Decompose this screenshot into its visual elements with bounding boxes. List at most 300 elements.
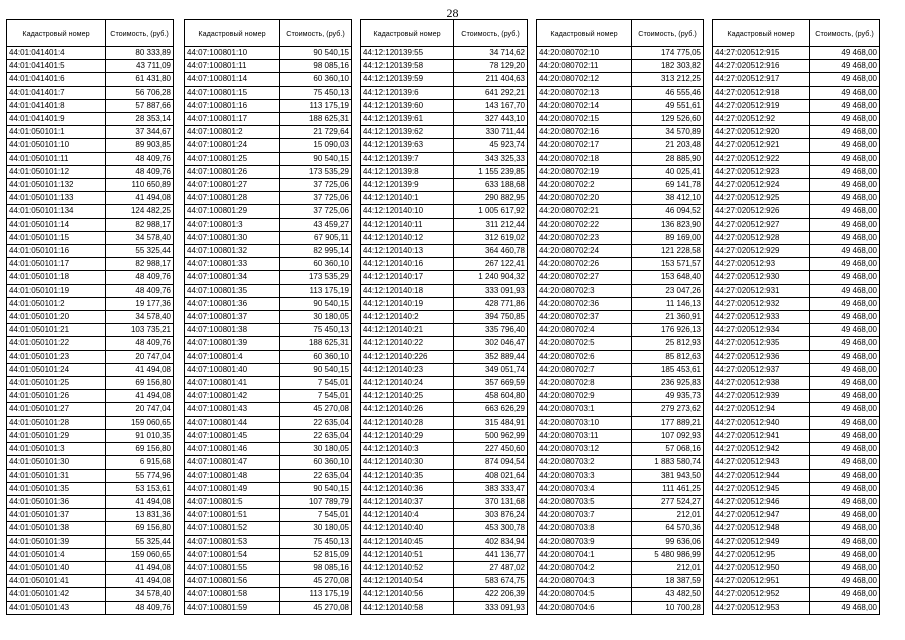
cadastral-number-cell: 44:27:020512:935 — [713, 337, 810, 350]
table-row — [361, 403, 528, 416]
cadastral-number-cell: 44:07:100801:30 — [185, 231, 280, 244]
table-row — [185, 218, 352, 231]
cadastral-number-cell: 44:07:100801:40 — [185, 363, 280, 376]
cost-cell: 41 494,08 — [106, 390, 174, 403]
cadastral-number-cell: 44:01:050101:31 — [7, 469, 106, 482]
cadastral-number-cell: 44:12:120139:58 — [361, 60, 454, 73]
table-row — [537, 324, 704, 337]
table-row — [713, 60, 880, 73]
cadastral-number-cell: 44:07:100801:49 — [185, 482, 280, 495]
cadastral-number-cell: 44:01:050101:36 — [7, 495, 106, 508]
cost-cell: 1 155 239,85 — [454, 165, 528, 178]
table-row — [185, 363, 352, 376]
cost-cell: 60 360,10 — [280, 350, 352, 363]
table-row — [713, 311, 880, 324]
cost-cell: 458 604,80 — [454, 390, 528, 403]
cost-cell: 113 175,19 — [280, 99, 352, 112]
table-row — [7, 509, 174, 522]
cost-cell: 49 468,00 — [810, 482, 880, 495]
cadastral-number-cell: 44:12:120140:10 — [361, 205, 454, 218]
cost-cell: 303 876,24 — [454, 509, 528, 522]
cadastral-number-cell: 44:20:080703:8 — [537, 522, 632, 535]
cost-cell: 90 540,15 — [280, 363, 352, 376]
table-row — [537, 139, 704, 152]
cost-cell: 176 926,13 — [632, 324, 704, 337]
cost-cell: 69 156,80 — [106, 377, 174, 390]
cadastral-number-cell: 44:12:120140:40 — [361, 522, 454, 535]
table-row — [537, 284, 704, 297]
table-row — [7, 429, 174, 442]
cadastral-number-cell: 44:27:020512:949 — [713, 535, 810, 548]
cadastral-number-cell: 44:20:080703:12 — [537, 443, 632, 456]
cost-cell: 633 188,68 — [454, 179, 528, 192]
table-row — [7, 73, 174, 86]
cost-cell: 40 025,41 — [632, 165, 704, 178]
table-row — [361, 390, 528, 403]
cadastral-number-cell: 44:01:050101:26 — [7, 390, 106, 403]
table-row — [185, 548, 352, 561]
table-row — [185, 284, 352, 297]
table-row — [713, 495, 880, 508]
table-row — [537, 469, 704, 482]
cost-cell: 85 812,63 — [632, 350, 704, 363]
table-row — [537, 337, 704, 350]
table-row — [361, 548, 528, 561]
cadastral-number-cell: 44:27:020512:921 — [713, 139, 810, 152]
cadastral-number-cell: 44:20:080702:20 — [537, 192, 632, 205]
cadastral-number-cell: 44:27:020512:929 — [713, 245, 810, 258]
table-row — [713, 86, 880, 99]
table-row — [185, 47, 352, 60]
table-row — [361, 482, 528, 495]
table-row — [7, 456, 174, 469]
cadastral-number-cell: 44:01:050101:29 — [7, 429, 106, 442]
cost-cell: 129 526,60 — [632, 113, 704, 126]
cost-cell: 10 700,28 — [632, 601, 704, 614]
cost-cell: 98 085,16 — [280, 60, 352, 73]
cadastral-number-cell: 44:07:100801:24 — [185, 139, 280, 152]
cadastral-number-cell: 44:20:080702:4 — [537, 324, 632, 337]
cadastral-number-cell: 44:27:020512:936 — [713, 350, 810, 363]
cost-cell: 46 094,52 — [632, 205, 704, 218]
cadastral-number-cell: 44:27:020512:943 — [713, 456, 810, 469]
cadastral-number-cell: 44:01:050101:39 — [7, 535, 106, 548]
cadastral-number-cell: 44:07:100801:41 — [185, 377, 280, 390]
cadastral-number-cell: 44:07:100801:47 — [185, 456, 280, 469]
cadastral-number-cell: 44:12:120140:4 — [361, 509, 454, 522]
cost-cell: 124 482,25 — [106, 205, 174, 218]
table-row — [713, 297, 880, 310]
cadastral-number-cell: 44:01:050101:25 — [7, 377, 106, 390]
header-cost: Стоимость, (руб.) — [810, 20, 880, 47]
table-row — [713, 456, 880, 469]
cost-cell: 153 571,57 — [632, 258, 704, 271]
cost-cell: 28 885,90 — [632, 152, 704, 165]
cost-cell: 383 333,47 — [454, 482, 528, 495]
cadastral-number-cell: 44:27:020512:930 — [713, 271, 810, 284]
cost-cell: 21 203,48 — [632, 139, 704, 152]
table-row — [537, 403, 704, 416]
cost-cell: 874 094,54 — [454, 456, 528, 469]
cadastral-number-cell: 44:01:050101:22 — [7, 337, 106, 350]
cadastral-number-cell: 44:12:120140:45 — [361, 535, 454, 548]
cost-cell: 43 711,09 — [106, 60, 174, 73]
table-row — [185, 324, 352, 337]
cadastral-number-cell: 44:07:100801:32 — [185, 245, 280, 258]
cost-cell: 67 905,11 — [280, 231, 352, 244]
table-row — [361, 561, 528, 574]
cadastral-number-cell: 44:01:050101:27 — [7, 403, 106, 416]
cadastral-number-cell: 44:01:050101:1 — [7, 126, 106, 139]
cost-cell: 23 047,26 — [632, 284, 704, 297]
cost-cell: 49 468,00 — [810, 390, 880, 403]
cost-cell: 30 180,05 — [280, 443, 352, 456]
cadastral-number-cell: 44:12:120140:22 — [361, 337, 454, 350]
cost-cell: 45 923,74 — [454, 139, 528, 152]
table-row — [7, 284, 174, 297]
cost-cell: 441 136,77 — [454, 548, 528, 561]
cost-cell: 500 962,99 — [454, 429, 528, 442]
cadastral-number-cell: 44:01:050101:30 — [7, 456, 106, 469]
cost-cell: 34 570,89 — [632, 126, 704, 139]
cost-cell: 343 325,33 — [454, 152, 528, 165]
cost-cell: 45 270,08 — [280, 601, 352, 614]
cadastral-number-cell: 44:01:050101:43 — [7, 601, 106, 614]
table-row — [185, 495, 352, 508]
cadastral-number-cell: 44:27:020512:950 — [713, 561, 810, 574]
cadastral-number-cell: 44:27:020512:926 — [713, 205, 810, 218]
table-row — [185, 86, 352, 99]
cost-cell: 394 750,85 — [454, 311, 528, 324]
cost-cell: 57 068,16 — [632, 443, 704, 456]
cadastral-number-cell: 44:27:020512:951 — [713, 575, 810, 588]
cadastral-number-cell: 44:27:020512:916 — [713, 60, 810, 73]
cadastral-number-cell: 44:12:120140:28 — [361, 416, 454, 429]
cadastral-number-cell: 44:07:100801:54 — [185, 548, 280, 561]
table-row — [537, 205, 704, 218]
table-row — [361, 47, 528, 60]
table-row — [185, 469, 352, 482]
cadastral-number-cell: 44:20:080702:16 — [537, 126, 632, 139]
cost-cell: 41 494,08 — [106, 575, 174, 588]
table-row — [537, 311, 704, 324]
table-row — [361, 152, 528, 165]
cadastral-number-cell: 44:20:080703:3 — [537, 469, 632, 482]
cadastral-number-cell: 44:27:020512:940 — [713, 416, 810, 429]
table-row — [713, 231, 880, 244]
cadastral-number-cell: 44:20:080702:5 — [537, 337, 632, 350]
table-row — [185, 482, 352, 495]
cost-cell: 49 468,00 — [810, 350, 880, 363]
cost-cell: 99 636,06 — [632, 535, 704, 548]
cost-cell: 641 292,21 — [454, 86, 528, 99]
cadastral-number-cell: 44:20:080703:11 — [537, 429, 632, 442]
cadastral-number-cell: 44:12:120140:24 — [361, 377, 454, 390]
table-row — [7, 363, 174, 376]
cadastral-number-cell: 44:01:050101:3 — [7, 443, 106, 456]
cost-cell: 80 333,89 — [106, 47, 174, 60]
cost-cell: 60 360,10 — [280, 73, 352, 86]
table-row — [713, 429, 880, 442]
cadastral-number-cell: 44:27:020512:945 — [713, 482, 810, 495]
table-row — [7, 258, 174, 271]
cadastral-number-cell: 44:07:100801:53 — [185, 535, 280, 548]
table-row — [713, 73, 880, 86]
table-row — [537, 548, 704, 561]
cadastral-number-cell: 44:20:080702:11 — [537, 60, 632, 73]
cadastral-number-cell: 44:20:080702:17 — [537, 139, 632, 152]
cost-cell: 327 443,10 — [454, 113, 528, 126]
cost-cell: 103 735,21 — [106, 324, 174, 337]
table-row — [537, 297, 704, 310]
cadastral-number-cell: 44:01:041401:6 — [7, 73, 106, 86]
cost-cell: 90 540,15 — [280, 482, 352, 495]
cadastral-number-cell: 44:20:080702:24 — [537, 245, 632, 258]
table-row — [713, 165, 880, 178]
cadastral-number-cell: 44:12:120140:17 — [361, 271, 454, 284]
table-row — [537, 561, 704, 574]
table-row — [7, 535, 174, 548]
table-row — [713, 205, 880, 218]
cost-cell: 45 270,08 — [280, 403, 352, 416]
table-row — [7, 403, 174, 416]
table-row — [361, 588, 528, 601]
table-row — [713, 548, 880, 561]
header-cost: Стоимость, (руб.) — [106, 20, 174, 47]
cost-cell: 7 545,01 — [280, 509, 352, 522]
cadastral-number-cell: 44:20:080702:18 — [537, 152, 632, 165]
table-row — [537, 495, 704, 508]
cadastral-number-cell: 44:07:100801:2 — [185, 126, 280, 139]
cost-cell: 352 889,44 — [454, 350, 528, 363]
cadastral-number-cell: 44:27:020512:953 — [713, 601, 810, 614]
cost-cell: 20 747,04 — [106, 403, 174, 416]
table-row — [185, 165, 352, 178]
cost-cell: 49 468,00 — [810, 113, 880, 126]
header-cadastral: Кадастровый номер — [7, 20, 106, 47]
cost-cell: 91 010,35 — [106, 429, 174, 442]
table-row — [361, 429, 528, 442]
table-row — [713, 601, 880, 614]
table-row — [361, 271, 528, 284]
cost-cell: 49 468,00 — [810, 192, 880, 205]
cost-cell: 5 480 986,99 — [632, 548, 704, 561]
cadastral-number-cell: 44:01:050101:37 — [7, 509, 106, 522]
table-row — [361, 139, 528, 152]
cadastral-number-cell: 44:07:100801:43 — [185, 403, 280, 416]
cost-cell: 82 988,17 — [106, 258, 174, 271]
table-row — [713, 509, 880, 522]
table-row — [361, 443, 528, 456]
cadastral-number-cell: 44:01:041401:4 — [7, 47, 106, 60]
table-row — [185, 535, 352, 548]
cost-cell: 49 468,00 — [810, 245, 880, 258]
header-cost: Стоимость, (руб.) — [632, 20, 704, 47]
table-row — [713, 324, 880, 337]
table-row — [537, 377, 704, 390]
table-row — [361, 284, 528, 297]
cost-cell: 236 925,83 — [632, 377, 704, 390]
table-row — [361, 73, 528, 86]
cadastral-number-cell: 44:07:100801:48 — [185, 469, 280, 482]
cadastral-number-cell: 44:12:120140:16 — [361, 258, 454, 271]
table-row — [7, 337, 174, 350]
table-row — [7, 271, 174, 284]
header-cadastral: Кадастровый номер — [537, 20, 632, 47]
cadastral-number-cell: 44:01:050101:10 — [7, 139, 106, 152]
cost-cell: 173 535,29 — [280, 271, 352, 284]
table-row — [713, 350, 880, 363]
table-row — [713, 561, 880, 574]
table-row — [361, 297, 528, 310]
table-row — [185, 113, 352, 126]
cost-cell: 49 468,00 — [810, 139, 880, 152]
table-row — [537, 113, 704, 126]
cost-cell: 49 935,73 — [632, 390, 704, 403]
table-row — [361, 231, 528, 244]
table-row — [185, 522, 352, 535]
table-row — [185, 337, 352, 350]
cadastral-number-cell: 44:12:120139:6 — [361, 86, 454, 99]
cadastral-number-cell: 44:01:050101:134 — [7, 205, 106, 218]
cost-cell: 212,01 — [632, 509, 704, 522]
cadastral-number-cell: 44:12:120140:54 — [361, 575, 454, 588]
cost-cell: 111 461,25 — [632, 482, 704, 495]
table-row — [361, 205, 528, 218]
cost-cell: 330 711,44 — [454, 126, 528, 139]
cadastral-number-cell: 44:27:020512:918 — [713, 86, 810, 99]
cadastral-number-cell: 44:12:120139:62 — [361, 126, 454, 139]
cadastral-number-cell: 44:01:050101:41 — [7, 575, 106, 588]
cost-cell: 212,01 — [632, 561, 704, 574]
cost-cell: 69 156,80 — [106, 443, 174, 456]
cadastral-number-cell: 44:12:120140:19 — [361, 297, 454, 310]
cadastral-number-cell: 44:12:120139:63 — [361, 139, 454, 152]
cadastral-number-cell: 44:27:020512:928 — [713, 231, 810, 244]
table-row — [537, 522, 704, 535]
cost-cell: 34 714,62 — [454, 47, 528, 60]
cadastral-number-cell: 44:07:100801:34 — [185, 271, 280, 284]
cadastral-number-cell: 44:12:120140:26 — [361, 403, 454, 416]
cadastral-number-cell: 44:01:050101:132 — [7, 179, 106, 192]
table-row — [7, 60, 174, 73]
cost-cell: 89 903,85 — [106, 139, 174, 152]
cost-cell: 46 555,46 — [632, 86, 704, 99]
table-row — [7, 377, 174, 390]
cadastral-number-cell: 44:01:050101:42 — [7, 588, 106, 601]
cost-cell: 428 771,86 — [454, 297, 528, 310]
cost-cell: 49 468,00 — [810, 588, 880, 601]
cadastral-number-cell: 44:07:100801:42 — [185, 390, 280, 403]
table-row — [185, 60, 352, 73]
cost-cell: 174 775,05 — [632, 47, 704, 60]
cost-cell: 21 729,64 — [280, 126, 352, 139]
cost-cell: 49 468,00 — [810, 363, 880, 376]
cost-cell: 60 360,10 — [280, 456, 352, 469]
cadastral-number-cell: 44:20:080702:21 — [537, 205, 632, 218]
cadastral-number-cell: 44:20:080703:2 — [537, 456, 632, 469]
cadastral-number-cell: 44:27:020512:941 — [713, 429, 810, 442]
table-row — [361, 324, 528, 337]
table-row — [7, 522, 174, 535]
table-row — [185, 561, 352, 574]
cost-cell: 227 450,60 — [454, 443, 528, 456]
table-row — [7, 482, 174, 495]
cadastral-number-cell: 44:12:120140:52 — [361, 561, 454, 574]
table-row — [185, 271, 352, 284]
cadastral-number-cell: 44:12:120140:25 — [361, 390, 454, 403]
cost-cell: 49 468,00 — [810, 324, 880, 337]
cost-cell: 49 468,00 — [810, 126, 880, 139]
cost-cell: 37 725,06 — [280, 179, 352, 192]
cadastral-number-cell: 44:20:080702:37 — [537, 311, 632, 324]
cadastral-number-cell: 44:27:020512:924 — [713, 179, 810, 192]
cost-cell: 15 090,03 — [280, 139, 352, 152]
cadastral-number-cell: 44:12:120139:61 — [361, 113, 454, 126]
table-row — [7, 311, 174, 324]
cost-cell: 53 153,61 — [106, 482, 174, 495]
cost-cell: 34 578,40 — [106, 231, 174, 244]
table-row — [537, 416, 704, 429]
cost-cell: 315 484,91 — [454, 416, 528, 429]
cost-cell: 335 796,40 — [454, 324, 528, 337]
cadastral-number-cell: 44:07:100801:44 — [185, 416, 280, 429]
cost-cell: 30 180,05 — [280, 522, 352, 535]
table-row — [7, 601, 174, 614]
cost-cell: 357 669,59 — [454, 377, 528, 390]
cadastral-number-cell: 44:12:120140:12 — [361, 231, 454, 244]
cadastral-number-cell: 44:12:120140:23 — [361, 363, 454, 376]
cost-cell: 49 468,00 — [810, 152, 880, 165]
cadastral-number-cell: 44:07:100801:59 — [185, 601, 280, 614]
cost-cell: 313 212,25 — [632, 73, 704, 86]
cadastral-number-cell: 44:07:100801:56 — [185, 575, 280, 588]
cost-cell: 279 273,62 — [632, 403, 704, 416]
cadastral-number-cell: 44:07:100801:26 — [185, 165, 280, 178]
table-row — [7, 165, 174, 178]
cadastral-number-cell: 44:01:050101:23 — [7, 350, 106, 363]
cadastral-number-cell: 44:27:020512:931 — [713, 284, 810, 297]
cost-cell: 110 650,89 — [106, 179, 174, 192]
cost-cell: 18 387,59 — [632, 575, 704, 588]
table-row — [713, 588, 880, 601]
table-row — [7, 495, 174, 508]
cadastral-number-cell: 44:20:080704:6 — [537, 601, 632, 614]
table-row — [361, 456, 528, 469]
cost-cell: 49 468,00 — [810, 561, 880, 574]
cadastral-number-cell: 44:20:080703:4 — [537, 482, 632, 495]
cadastral-number-cell: 44:07:100801:29 — [185, 205, 280, 218]
cost-cell: 1 005 617,92 — [454, 205, 528, 218]
cadastral-number-cell: 44:01:050101:4 — [7, 548, 106, 561]
cadastral-number-cell: 44:12:120139:60 — [361, 99, 454, 112]
cost-cell: 64 570,36 — [632, 522, 704, 535]
table-row — [185, 179, 352, 192]
table-row — [537, 429, 704, 442]
table-row — [713, 139, 880, 152]
cadastral-number-cell: 44:20:080702:19 — [537, 165, 632, 178]
table-row — [185, 192, 352, 205]
table-row — [185, 601, 352, 614]
table-row — [7, 416, 174, 429]
cost-cell: 49 468,00 — [810, 456, 880, 469]
table-row — [713, 363, 880, 376]
table-row — [7, 575, 174, 588]
cadastral-table-3 — [360, 19, 528, 615]
cost-cell: 6 915,68 — [106, 456, 174, 469]
cadastral-number-cell: 44:07:100801:36 — [185, 297, 280, 310]
cadastral-number-cell: 44:01:050101:19 — [7, 284, 106, 297]
